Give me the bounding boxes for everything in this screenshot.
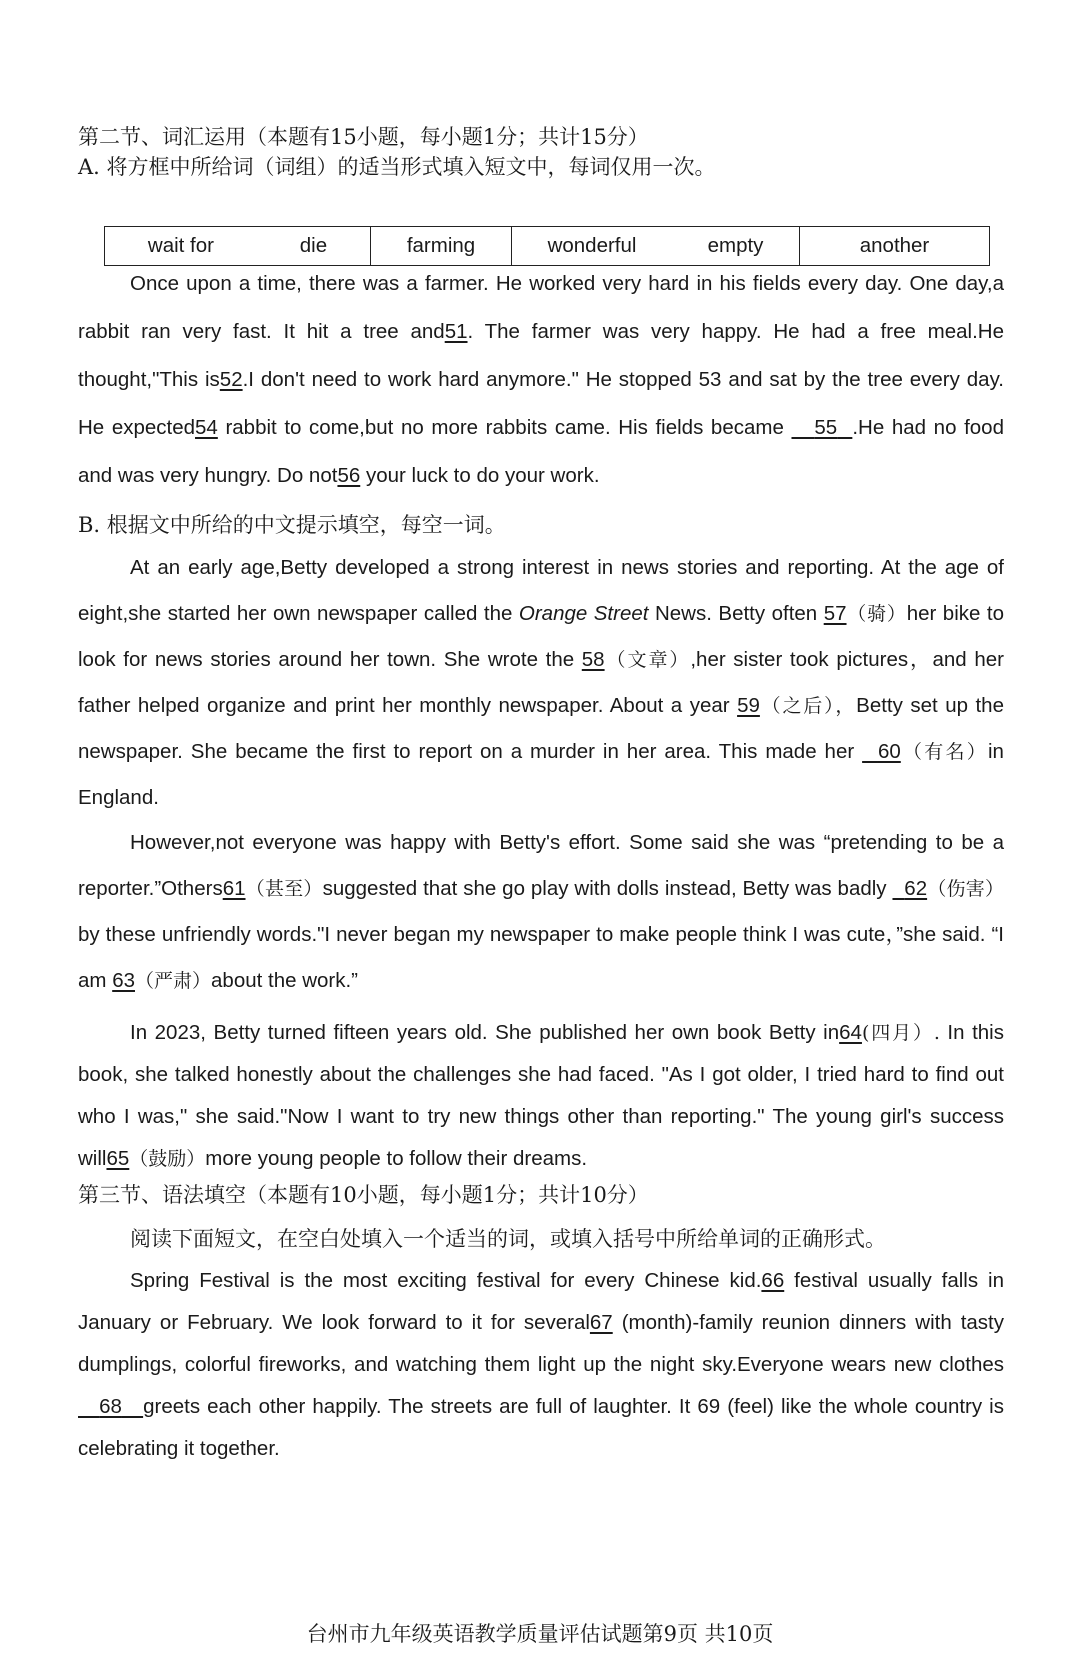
section3-text: (month)-family reunion dinners with tasty dumplings, colorful fireworks, and watching them light up the night sky.Everyone wears new clothes <box>78 1311 1004 1376</box>
newspaper-title: Orange Street <box>518 602 649 625</box>
partA-text: your luck to do your work. <box>365 464 600 487</box>
blank-58: 58 <box>581 648 605 671</box>
hint-59: （之后）， <box>759 695 857 717</box>
blank-67: 67 <box>589 1311 613 1334</box>
blank-59: 59 <box>737 694 760 717</box>
hint-61: （甚至） <box>245 878 323 900</box>
partB-text: In this book, she talked honestly about the challenges she had faced. "As I got older, I tried hard to find out who I was," she said."Now I want to try new things other than reporting." The young girl's success will <box>78 1021 1004 1170</box>
partB-text: Betty set up the newspaper. She became the first to report on a murder in her area. This made her <box>78 694 1004 763</box>
partB-text: in England. <box>78 740 1004 809</box>
hint-63: （严肃） <box>135 970 212 992</box>
word-wonderful: wonderful <box>547 234 637 257</box>
blank-52: 52 <box>219 368 243 391</box>
hint-64: (四月）. <box>861 1022 940 1044</box>
page-footer: 台州市九年级英语教学质量评估试题第9页 共10页 <box>306 1622 774 1646</box>
hint-60: （有名） <box>900 741 988 763</box>
partB-paragraph-1 <box>78 545 1004 821</box>
blank-56: 56 <box>337 464 361 487</box>
partA-text: Once upon a time, there was a farmer. He worked very hard in his fields every day. One day,a rabbit ran very fast. It hit a tree and <box>78 272 1004 343</box>
partB-text: about the work.” <box>211 969 359 992</box>
blank-61: 61 <box>222 877 246 900</box>
partA-text: . The farmer was very happy. He had a free meal.He thought,"This is <box>78 320 1005 391</box>
partA-text: rabbit to come,but no more rabbits came. His fields became <box>225 416 784 439</box>
word-farming: farming <box>406 234 476 257</box>
word-wait-for: wait for <box>147 234 214 257</box>
blank-68: 68 <box>99 1395 122 1418</box>
blank-57: 57 <box>823 602 847 625</box>
section3-instruction: 阅读下面短文，在空白处填入一个适当的词，或填入括号中所给单词的正确形式。 <box>130 1227 886 1251</box>
hint-58: （文章） <box>604 649 691 671</box>
blank-54: 54 <box>195 416 218 439</box>
partB-instruction: B. 根据文中所给的中文提示填空，每空一词。 <box>78 513 506 537</box>
partA-instruction: A. 将方框中所给词（词组）的适当形式填入短文中，每词仅用一次。 <box>78 155 716 179</box>
blank-63: 63 <box>112 969 135 992</box>
partB-text: suggested that she go play with dolls instead, Betty was badly <box>322 877 887 900</box>
partB-text: However,not everyone was happy with Betty's effort. Some said she was “pretending to be a reporter.”Others <box>78 831 1004 900</box>
blank-51: 51 <box>444 320 468 343</box>
blank-66: 66 <box>761 1269 785 1292</box>
partB-text: News. Betty often <box>654 602 818 625</box>
partB-text: by these unfriendly words."I never began my newspaper to make people think I was cute，”she said. “I am <box>78 923 1004 992</box>
section3-text: festival usually falls in January or February. We look forward to it for several <box>78 1269 1004 1334</box>
blank-64: 64 <box>839 1021 862 1044</box>
partA-text: .He had no food and was very hungry. Do not <box>78 416 1004 487</box>
blank-62: 62 <box>904 877 928 900</box>
partB-text: more young people to follow their dreams. <box>205 1147 588 1170</box>
hint-62: （伤害） <box>927 878 1004 900</box>
partB-text: In 2023, Betty turned fifteen years old. She published her own book Betty in <box>130 1021 840 1044</box>
section3-passage <box>78 1260 1004 1470</box>
hint-65: （鼓励） <box>129 1148 206 1170</box>
partB-paragraph-2 <box>78 820 1004 1004</box>
blank-65: 65 <box>106 1147 130 1170</box>
blank-60: 60 <box>877 740 901 763</box>
partA-text: .I don't need to work hard anymore." He stopped 53 and sat by the tree every day. He expected <box>78 368 1004 439</box>
word-another: another <box>859 234 930 257</box>
section2-heading: 第二节、词汇运用（本题有15小题，每小题1分；共计15分） <box>78 125 649 149</box>
section3-text: greets each other happily. The streets are full of laughter. It 69 (feel) like the whole country is celebrating it together. <box>78 1395 1004 1460</box>
section3-text: Spring Festival is the most exciting festival for every Chinese kid. <box>130 1269 762 1292</box>
partA-passage <box>78 260 1004 500</box>
partB-paragraph-3 <box>78 1012 1004 1180</box>
partB-text: her bike to look for news stories around her town. She wrote the <box>78 602 1004 671</box>
partB-text: ,her sister took pictures，and her father helped organize and print her monthly newspaper. About a year <box>78 648 1004 717</box>
hint-57: （骑） <box>846 603 907 625</box>
word-die: die <box>299 234 328 257</box>
blank-55: 55 <box>814 416 838 439</box>
word-empty: empty <box>707 234 764 257</box>
partB-text: At an early age,Betty developed a strong interest in news stories and reporting. At the age of eight,she started her own newspaper called the <box>78 556 1004 625</box>
section3-heading: 第三节、语法填空（本题有10小题，每小题1分；共计10分） <box>78 1183 649 1207</box>
